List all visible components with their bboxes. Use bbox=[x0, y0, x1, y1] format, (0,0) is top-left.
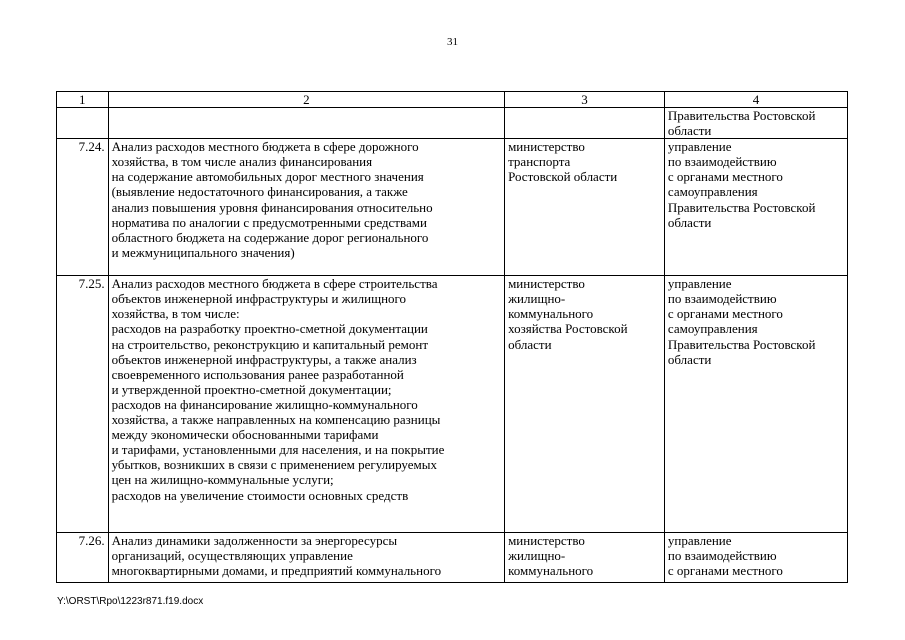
description-line: своевременного использования ранее разработанной bbox=[111, 366, 404, 382]
responsible-line: жилищно- bbox=[508, 291, 566, 307]
description-line: и утвержденной проектно-сметной документации; bbox=[111, 381, 392, 397]
description-line: расходов на финансирование жилищно-коммунального bbox=[111, 396, 418, 412]
description-line: объектов инженерной инфраструктуры и жилищного bbox=[111, 291, 407, 307]
description-line: анализ повышения уровня финансирования относительно bbox=[111, 199, 433, 215]
description-line: на строительство, реконструкцию и капитальный ремонт bbox=[111, 336, 429, 352]
coexecutor-line: по взаимодействию bbox=[667, 291, 777, 307]
table-row bbox=[57, 108, 848, 139]
header-cell-1: 1 bbox=[57, 92, 109, 108]
coexecutor-line: самоуправления bbox=[667, 321, 758, 337]
description-line: (выявление недостаточного финансирования, а также bbox=[111, 184, 408, 200]
responsible-line: Ростовской области bbox=[508, 169, 618, 185]
description-line: хозяйства, а также направленных на компенсацию разницы bbox=[111, 412, 441, 428]
responsible-line: жилищно- bbox=[508, 548, 566, 564]
table-row bbox=[57, 533, 848, 583]
responsible-line: министерство bbox=[508, 276, 585, 292]
description-line: и межмуниципального значения) bbox=[111, 244, 295, 260]
footer-file-path: Y:\ORST\Rpo\1223r871.f19.docx bbox=[57, 596, 204, 607]
coexecutor-line: Правительства Ростовской bbox=[667, 199, 816, 215]
coexecutor-cell bbox=[664, 139, 847, 276]
description-line: норматива по аналогии с предусмотренными средствами bbox=[111, 214, 427, 230]
description-line: Анализ расходов местного бюджета в сфере дорожного bbox=[111, 139, 419, 155]
header-cell-4: 4 bbox=[664, 92, 847, 108]
description-line: цен на жилищно-коммунальные услуги; bbox=[111, 472, 334, 488]
responsible-line: хозяйства Ростовской bbox=[508, 321, 628, 337]
responsible-cell bbox=[505, 139, 665, 276]
page-number: 31 bbox=[447, 36, 458, 48]
coexecutor-line: по взаимодействию bbox=[667, 548, 777, 564]
description-line: расходов на разработку проектно-сметной документации bbox=[111, 321, 428, 337]
table-row bbox=[57, 139, 848, 276]
coexecutor-line: области bbox=[667, 123, 712, 139]
header-cell-2: 2 bbox=[108, 92, 505, 108]
responsible-line: министерство bbox=[508, 139, 585, 155]
description-cell bbox=[108, 108, 505, 139]
responsible-cell bbox=[505, 276, 665, 533]
description-line: организаций, осуществляющих управление bbox=[111, 548, 353, 564]
description-line: объектов инженерной инфраструктуры, а также анализ bbox=[111, 351, 417, 367]
responsible-line: транспорта bbox=[508, 154, 571, 170]
description-line: многоквартирными домами, и предприятий коммунального bbox=[111, 563, 442, 579]
responsible-cell bbox=[505, 108, 665, 139]
description-line: между экономически обоснованными тарифами bbox=[111, 427, 379, 443]
coexecutor-cell bbox=[664, 108, 847, 139]
coexecutor-line: области bbox=[667, 214, 712, 230]
coexecutor-cell bbox=[664, 276, 847, 533]
table-row bbox=[57, 276, 848, 533]
description-line: хозяйства, в том числе: bbox=[111, 306, 240, 322]
row-number-cell: 7.26. bbox=[57, 533, 109, 583]
coexecutor-line: с органами местного bbox=[667, 563, 783, 579]
coexecutor-line: управление bbox=[667, 276, 732, 292]
responsible-line: коммунального bbox=[508, 563, 594, 579]
description-line: Анализ расходов местного бюджета в сфере строительства bbox=[111, 276, 438, 292]
coexecutor-line: управление bbox=[667, 533, 732, 549]
responsible-line: коммунального bbox=[508, 306, 594, 322]
row-number-cell: 7.24. bbox=[57, 139, 109, 276]
description-cell bbox=[108, 533, 505, 583]
responsible-line: области bbox=[508, 336, 552, 352]
description-line: областного бюджета на содержание дорог регионального bbox=[111, 229, 429, 245]
description-cell bbox=[108, 139, 505, 276]
description-cell bbox=[108, 276, 505, 533]
coexecutor-line: с органами местного bbox=[667, 306, 783, 322]
row-number-cell bbox=[57, 108, 109, 139]
description-line: на содержание автомобильных дорог местного значения bbox=[111, 169, 424, 185]
responsible-line: министерство bbox=[508, 533, 585, 549]
responsible-cell bbox=[505, 533, 665, 583]
description-line: и тарифами, установленными для населения, и на покрытие bbox=[111, 442, 445, 458]
header-cell-3: 3 bbox=[505, 92, 665, 108]
description-line: хозяйства, в том числе анализ финансирования bbox=[111, 154, 373, 170]
coexecutor-line: управление bbox=[667, 139, 732, 155]
coexecutor-line: самоуправления bbox=[667, 184, 758, 200]
description-line: Анализ динамики задолженности за энергоресурсы bbox=[111, 533, 398, 549]
coexecutor-line: Правительства Ростовской bbox=[667, 336, 816, 352]
coexecutor-line: области bbox=[667, 351, 712, 367]
coexecutor-line: с органами местного bbox=[667, 169, 783, 185]
coexecutor-line: по взаимодействию bbox=[667, 154, 777, 170]
coexecutor-cell bbox=[664, 533, 847, 583]
document-table bbox=[56, 91, 848, 583]
coexecutor-line: Правительства Ростовской bbox=[667, 108, 816, 123]
row-number-cell: 7.25. bbox=[57, 276, 109, 533]
description-line: расходов на увеличение стоимости основных средств bbox=[111, 487, 409, 503]
description-line: убытков, возникших в связи с применением регулируемых bbox=[111, 457, 437, 473]
table-header-row bbox=[57, 92, 848, 108]
